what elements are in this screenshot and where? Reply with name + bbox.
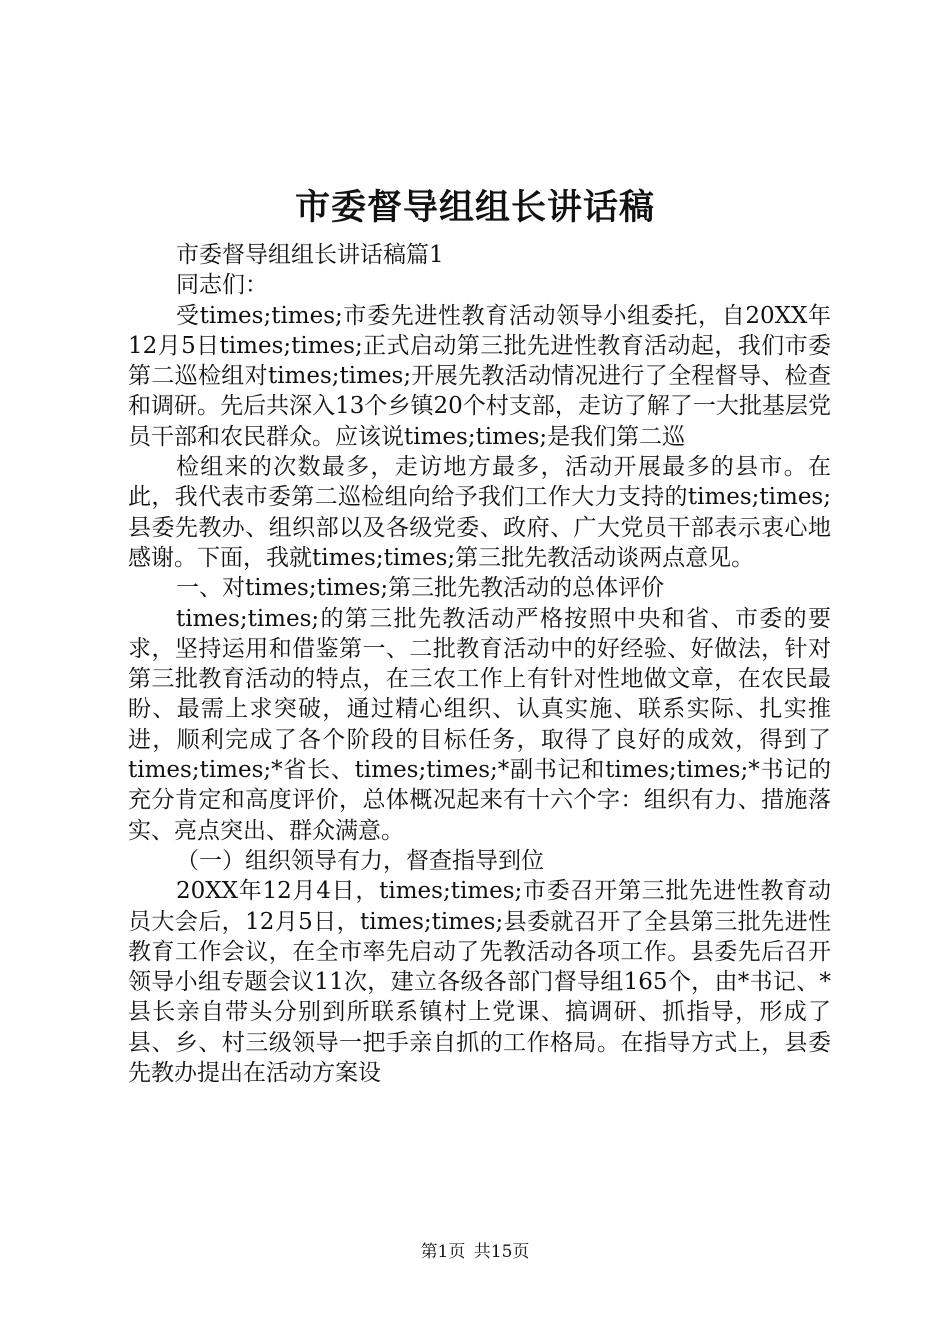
paragraph: 20XX年12月4日，times;times;市委召开第三批先进性教育动员大会后，12月5日，times;times;县委就召开了全县第三批先进性教育工作会议，在全市率先启动了先教活动各项工作。县委先后召开领导小组专题会议11次，建立各级各部门督导组165个，由*书记、*县长亲自带头分别到所联系镇村上党课、搞调研、抓指导，形成了县、乡、村三级领导一把手亲自抓的工作格局。在指导方式上，县委先教办提出在活动方案设 xyxy=(128,878,831,1087)
subheading: （一）组织领导有力，督查指导到位 xyxy=(176,847,544,874)
paragraph: times;times;的第三批先教活动严格按照中央和省、市委的要求，坚持运用和借鉴第一、二批教育活动中的好经验、好做法，针对第三批教育活动的特点，在三农工作上有针对性地做文章，在农民最盼、最需上求突破，通过精心组织、认真实施、联系实际、扎实推进，顺利完成了各个阶段的目标任务，取得了良好的成效，得到了times;times;*省长、times;times;*副书记和times;times;*书记的充分肯定和高度评价，总体概况起来有十六个字：组织有力、措施落实、亮点突出、群众满意。 xyxy=(128,605,831,844)
subheading: 一、对times;times;第三批先教活动的总体评价 xyxy=(176,575,665,602)
section-heading: 市委督导组组长讲话稿篇1 xyxy=(176,242,444,268)
document-title: 市委督导组组长讲话稿 xyxy=(294,187,655,228)
paragraph: 受times;times;市委先进性教育活动领导小组委托，自20XX年12月5日times;times;正式启动第三批先进性教育活动起，我们市委第二巡检组对times;times;开展先教活动情况进行了全程督导、检查和调研。先后共深入13个乡镇20个村支部，走访了解了一大批基层党员干部和农民群众。应该说times;times;是我们第二巡 xyxy=(128,302,831,450)
salutation: 同志们： xyxy=(176,272,268,299)
paragraph: 检组来的次数最多，走访地方最多，活动开展最多的县市。在此，我代表市委第二巡检组向给予我们工作大力支持的times;times;县委先教办、组织部以及各级党委、政府、广大党员干部表示衷心地感谢。下面，我就times;times;第三批先教活动谈两点意见。 xyxy=(128,454,831,571)
document-body xyxy=(128,240,831,1088)
page-number-footer: 第1页 共15页 xyxy=(420,1242,530,1262)
